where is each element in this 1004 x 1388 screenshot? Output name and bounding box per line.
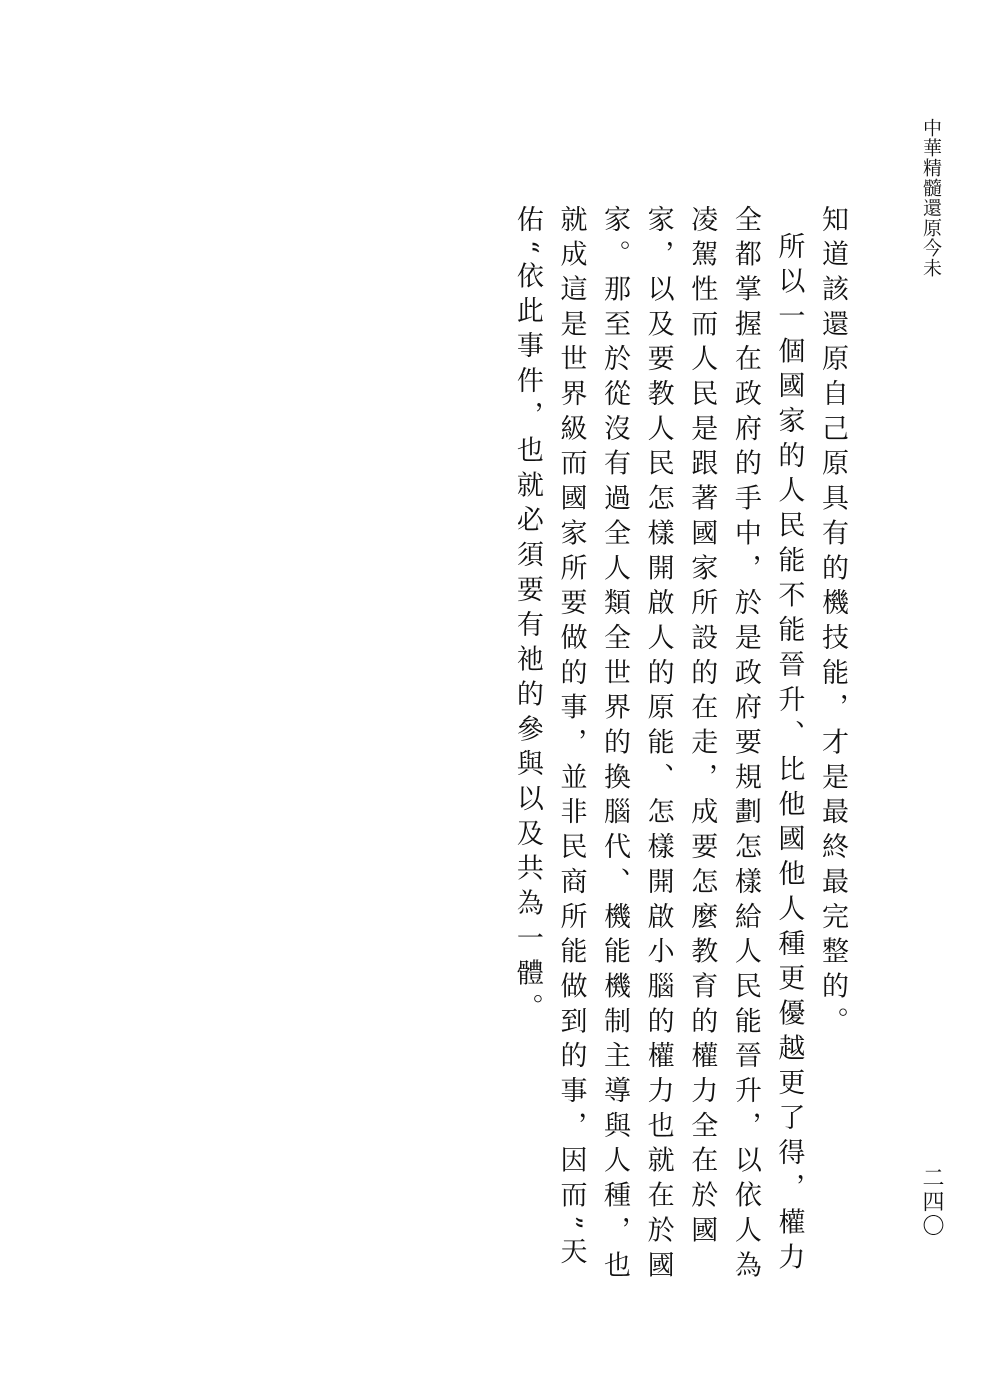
running-header-book-title: 中華精髓還原今未 [920, 118, 942, 278]
paragraph-2: 所以一個國家的人民能不能晉升、比他國他人種更優越更了得，權力全都掌握在政府的手中，於是政府要規劃怎樣給人民能晉升，以依人為凌駕性而人民是跟著國家所設的在走，成要怎麼教育的權力全在於國家，以及要教人民怎樣開啟人的原能、怎樣開啟小腦的權力也就在於國家。那至於從沒有過全人類全世界的換腦代、機能機制主導與人種，也就成這是世界級而國家所要做的事，並非民商所能做到的事，因而”天佑“依此事件，也就必須要有祂的參與以及共為一體。 [511, 205, 805, 1286]
page-number: 二四〇 [919, 1166, 944, 1238]
paragraph-1: 知道該還原自己原具有的機技能，才是最終最完整的。 [817, 205, 848, 1042]
body-text [505, 205, 854, 1305]
